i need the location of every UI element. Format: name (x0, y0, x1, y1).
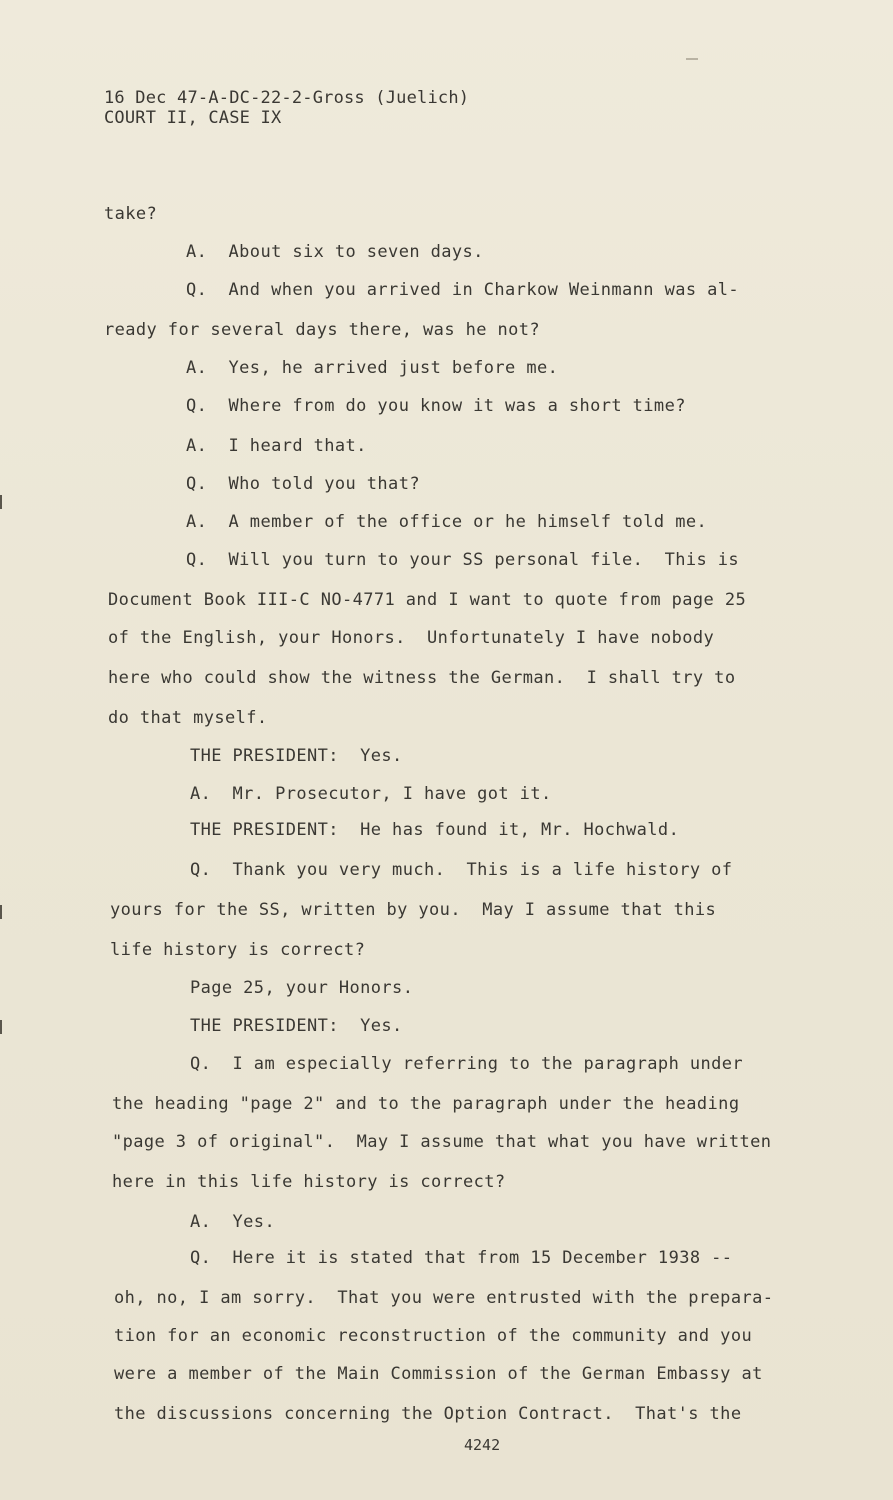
transcript-line: A. Yes, he arrived just before me. (186, 358, 559, 378)
transcript-line: THE PRESIDENT: Yes. (190, 746, 403, 766)
header-case-reference: 16 Dec 47-A-DC-22-2-Gross (Juelich) (104, 88, 470, 108)
transcript-line: tion for an economic reconstruction of the community and you (114, 1326, 753, 1346)
scan-mark (686, 58, 698, 60)
transcript-line: Q. Here it is stated that from 15 December 1938 -- (190, 1248, 733, 1268)
transcript-line: Document Book III-C NO-4771 and I want to quote from page 25 (108, 590, 747, 610)
transcript-line: the heading "page 2" and to the paragraph under the heading (112, 1094, 740, 1114)
transcript-line: life history is correct? (110, 940, 366, 960)
transcript-line: Q. Will you turn to your SS personal file. This is (186, 550, 740, 570)
transcript-line: "page 3 of original". May I assume that what you have written (112, 1132, 772, 1152)
scan-edge-mark (0, 495, 2, 509)
header-court: COURT II, CASE IX (104, 108, 282, 128)
transcript-line: A. Yes. (190, 1212, 276, 1232)
transcript-line: THE PRESIDENT: He has found it, Mr. Hochwald. (190, 820, 680, 840)
transcript-line: Q. Where from do you know it was a short time? (186, 396, 686, 416)
scan-edge-mark (0, 905, 2, 919)
transcript-line: Q. And when you arrived in Charkow Weinmann was al- (186, 280, 740, 300)
scan-edge-mark (0, 1020, 2, 1034)
transcript-line: yours for the SS, written by you. May I assume that this (110, 900, 717, 920)
transcript-line: A. I heard that. (186, 436, 367, 456)
transcript-line: take? (104, 204, 158, 224)
transcript-line: Page 25, your Honors. (190, 978, 414, 998)
page-number: 4242 (464, 1436, 501, 1454)
document-header (104, 88, 469, 128)
transcript-line: of the English, your Honors. Unfortunately I have nobody (108, 628, 715, 648)
transcript-line: here in this life history is correct? (112, 1172, 506, 1192)
transcript-line: oh, no, I am sorry. That you were entrusted with the prepara- (114, 1288, 774, 1308)
transcript-line: here who could show the witness the German. I shall try to (108, 668, 736, 688)
transcript-line: A. Mr. Prosecutor, I have got it. (190, 784, 552, 804)
transcript-line: Q. Thank you very much. This is a life history of (190, 860, 733, 880)
transcript-line: do that myself. (108, 708, 268, 728)
transcript-line: Q. Who told you that? (186, 474, 420, 494)
transcript-line: A. A member of the office or he himself told me. (186, 512, 708, 532)
transcript-line: THE PRESIDENT: Yes. (190, 1016, 403, 1036)
transcript-line: the discussions concerning the Option Contract. That's the (114, 1404, 742, 1424)
transcript-line: were a member of the Main Commission of the German Embassy at (114, 1364, 763, 1384)
transcript-line: ready for several days there, was he not? (104, 320, 541, 340)
transcript-line: Q. I am especially referring to the paragraph under (190, 1054, 744, 1074)
transcript-line: A. About six to seven days. (186, 242, 484, 262)
